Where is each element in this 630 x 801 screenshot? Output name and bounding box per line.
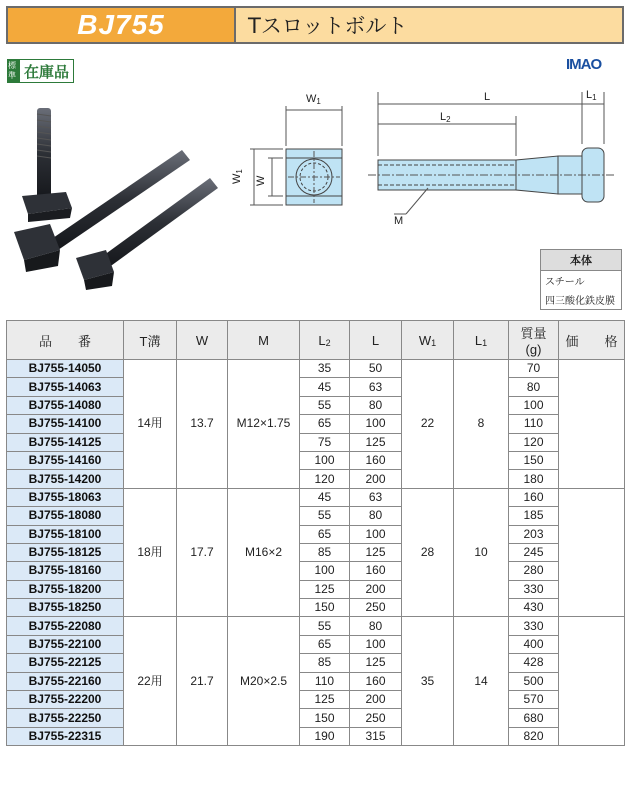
spec-table [6,320,625,746]
table-row [7,451,625,469]
material-row: 四三酸化鉄皮膜 [545,296,615,307]
cell-l: 63 [350,488,402,506]
cell-l1: 14 [454,617,509,746]
cell-code: BJ755-18125 [7,543,124,561]
cell-mass: 400 [509,635,559,653]
cell-slot: 22用 [124,617,177,746]
col-l1: L1 [454,321,509,360]
cell-l: 200 [350,691,402,709]
dim-l1: L1 [586,89,597,102]
product-code: BJ755 [8,8,236,42]
dim-l: L [484,91,491,103]
table-row [7,727,625,745]
cell-mass: 185 [509,507,559,525]
cell-l2: 65 [300,415,350,433]
cell-mass: 100 [509,396,559,414]
cell-code: BJ755-14160 [7,451,124,469]
cell-l2: 45 [300,488,350,506]
cell-code: BJ755-18080 [7,507,124,525]
table-row [7,470,625,488]
cell-l2: 45 [300,378,350,396]
cell-mass: 330 [509,617,559,635]
cell-mass: 680 [509,709,559,727]
cell-code: BJ755-22080 [7,617,124,635]
cell-mass: 280 [509,562,559,580]
cell-mass: 160 [509,488,559,506]
cell-l2: 110 [300,672,350,690]
cell-code: BJ755-14080 [7,396,124,414]
table-row [7,654,625,672]
cell-mass: 203 [509,525,559,543]
cell-price [559,488,625,617]
cell-l2: 125 [300,580,350,598]
cell-l: 50 [350,360,402,378]
cell-m: M20×2.5 [228,617,300,746]
cell-l2: 100 [300,451,350,469]
bolt-shaft-short [100,178,218,268]
cell-code: BJ755-22250 [7,709,124,727]
cell-mass: 500 [509,672,559,690]
cell-l: 80 [350,507,402,525]
cell-l2: 100 [300,562,350,580]
cell-l: 160 [350,451,402,469]
brand-logo: IMAO [566,56,602,73]
cell-code: BJ755-18250 [7,599,124,617]
cell-mass: 330 [509,580,559,598]
cell-l2: 150 [300,709,350,727]
col-l2: L2 [300,321,350,360]
table-header-row [7,321,625,360]
table-row [7,635,625,653]
col-code: 品 番 [7,321,124,360]
cell-l: 160 [350,672,402,690]
cell-price [559,360,625,489]
cell-l2: 35 [300,360,350,378]
table-row [7,617,625,635]
material-row: スチール [545,277,585,288]
technical-drawing [228,86,620,236]
table-row [7,396,625,414]
col-l: L [350,321,402,360]
cell-w: 13.7 [177,360,228,489]
cell-code: BJ755-14063 [7,378,124,396]
cell-mass: 80 [509,378,559,396]
cell-code: BJ755-22100 [7,635,124,653]
cell-mass: 428 [509,654,559,672]
cell-l: 200 [350,580,402,598]
cell-l2: 85 [300,654,350,672]
product-title: Tスロットボルト [248,14,408,38]
cell-mass: 110 [509,415,559,433]
cell-l2: 150 [300,599,350,617]
table-row [7,378,625,396]
cell-l: 63 [350,378,402,396]
cell-l2: 65 [300,635,350,653]
cell-w1: 28 [402,488,454,617]
cell-code: BJ755-22160 [7,672,124,690]
cell-w1: 22 [402,360,454,489]
table-row [7,488,625,506]
table-row [7,433,625,451]
cell-w: 21.7 [177,617,228,746]
cell-m: M16×2 [228,488,300,617]
table-row [7,691,625,709]
cell-mass: 120 [509,433,559,451]
dim-w1-left: W1 [231,169,244,184]
cell-mass: 820 [509,727,559,745]
table-row [7,599,625,617]
material-header: 本体 [541,250,621,271]
cell-l: 125 [350,654,402,672]
col-w: W [177,321,228,360]
cell-code: BJ755-14050 [7,360,124,378]
cell-code: BJ755-18200 [7,580,124,598]
table-row [7,672,625,690]
cell-code: BJ755-22200 [7,691,124,709]
dim-l2: L2 [440,111,451,124]
dim-m: M [394,215,404,227]
table-row [7,543,625,561]
cell-l: 80 [350,617,402,635]
table-row [7,525,625,543]
cell-w: 17.7 [177,488,228,617]
product-photo [10,100,225,295]
cell-code: BJ755-14200 [7,470,124,488]
cell-mass: 70 [509,360,559,378]
cell-w1: 35 [402,617,454,746]
bolt-shaft-long [50,150,190,250]
cell-mass: 430 [509,599,559,617]
cell-l2: 85 [300,543,350,561]
cell-mass: 150 [509,451,559,469]
cell-code: BJ755-14100 [7,415,124,433]
dim-w: W [255,175,267,186]
cell-l2: 55 [300,396,350,414]
cell-code: BJ755-14125 [7,433,124,451]
cell-l: 125 [350,433,402,451]
table-row [7,360,625,378]
cell-l: 200 [350,470,402,488]
cell-l: 100 [350,415,402,433]
cell-m: M12×1.75 [228,360,300,489]
material-box [540,249,622,310]
cell-code: BJ755-18063 [7,488,124,506]
table-row [7,562,625,580]
cell-mass: 180 [509,470,559,488]
col-mass: 質量 (g) [509,321,559,360]
cell-l2: 75 [300,433,350,451]
stock-badge [7,59,74,83]
col-slot: T溝 [124,321,177,360]
cell-l: 250 [350,599,402,617]
cell-code: BJ755-18160 [7,562,124,580]
cell-l: 80 [350,396,402,414]
cell-code: BJ755-22315 [7,727,124,745]
cell-l1: 10 [454,488,509,617]
cell-mass: 570 [509,691,559,709]
cell-l2: 125 [300,691,350,709]
cell-code: BJ755-22125 [7,654,124,672]
cell-l: 250 [350,709,402,727]
cell-l2: 65 [300,525,350,543]
cell-slot: 18用 [124,488,177,617]
cell-price [559,617,625,746]
cell-l2: 55 [300,507,350,525]
stock-badge-small: 標準 [8,60,20,82]
cell-slot: 14用 [124,360,177,489]
cell-l2: 190 [300,727,350,745]
cell-l: 160 [350,562,402,580]
col-price: 価 格 [559,321,625,360]
cell-l2: 120 [300,470,350,488]
col-w1: W1 [402,321,454,360]
cell-l: 125 [350,543,402,561]
table-row [7,580,625,598]
product-header [6,6,624,44]
col-m: M [228,321,300,360]
cell-l: 100 [350,525,402,543]
cell-l2: 55 [300,617,350,635]
table-row [7,507,625,525]
cell-code: BJ755-18100 [7,525,124,543]
cell-l: 100 [350,635,402,653]
dim-w1-top: W1 [306,93,321,106]
table-row [7,709,625,727]
cell-mass: 245 [509,543,559,561]
cell-l: 315 [350,727,402,745]
stock-badge-label: 在庫品 [24,62,70,81]
cell-l1: 8 [454,360,509,489]
table-row [7,415,625,433]
